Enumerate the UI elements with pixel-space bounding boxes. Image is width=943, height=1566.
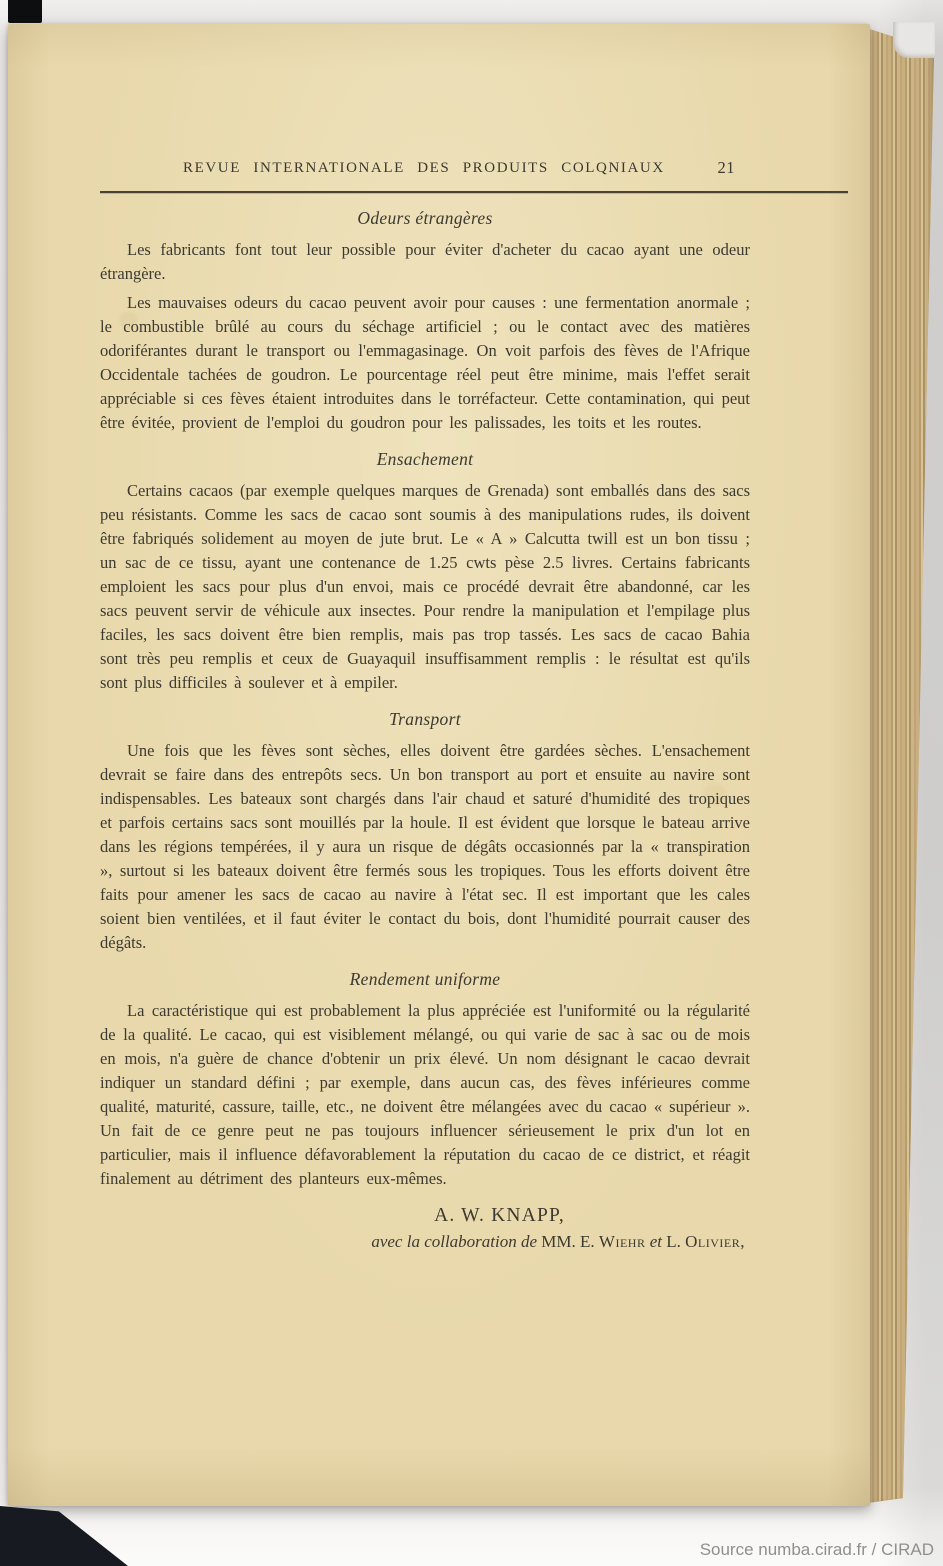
collaborator-name-olivier: Olivier,: [685, 1232, 745, 1251]
book-page: [8, 24, 870, 1506]
paragraph: Certains cacaos (par exemple quelques marques de Grenada) sont emballés dans des sacs peu résistants. Comme les sacs de cacao sont soumis à des manipulations rudes, ils doivent être fabriqués solidement au moyen de jute brut. Le « A » Calcutta twill est un bon tissu ; un sac de ce tissu, ayant une contenance de 1.25 cwts pèse 2.5 livres. Certains fabricants emploient les sacs pour plus d'un envoi, mais ce procédé devrait être abandonné, car les sacs peuvent servir de véhicule aux insectes. Pour rendre la manipulation et l'empilage plus faciles, les sacs doivent être bien remplis, mais pas trop tassés. Les sacs de cacao Bahia sont très peu remplis et ceux de Guayaquil insuffisamment remplis : le résultat est qu'ils sont plus difficiles à soulever et à empiler.: [100, 481, 750, 692]
paragraph: Les mauvaises odeurs du cacao peuvent avoir pour causes : une fermentation anormale ; le combustible brûlé au cours du séchage artificiel ; ou le contact avec des matières odoriférantes durant le transport ou l'emmagasinage. On voit parfois des fèves de l'Afrique Occidentale tachées de goudron. Le pourcentage réel peut être minime, mais l'effet serait appréciable si ces fèves étaient introduites dans le torréfacteur. Cette contamination, qui peut être évitée, provient de l'emploi du goudron pour les palissades, les toits et les routes.: [100, 293, 750, 432]
collaboration-credit: [100, 1229, 750, 1254]
journal-title: REVUE INTERNATIONALE DES PRODUITS COLQNIAUX: [183, 160, 665, 176]
running-head: [100, 160, 750, 184]
collaborator-name-wiehr: Wiehr: [598, 1232, 646, 1251]
section-heading-rendement-uniforme: Rendement uniforme: [349, 969, 501, 989]
paragraph: La caractéristique qui est probablement la plus appréciée est l'uniformité ou la régularité de la qualité. Le cacao, qui est visiblement mélangé, ou qui varie de sac à sac ou de mois en mois, n'a guère de chance d'obtenir un prix élevé. Un nom désignant le cacao devrait indiquer un standard défini ; par exemple, dans aucun cas, des fèves inférieures comme qualité, maturité, cassure, taille, etc., ne doivent être mélangées avec du cacao « supérieur ». Un fait de ce genre peut ne pas toujours influencer sérieusement le prix d'un lot en particulier, mais il influence défavorablement la réputation du cacao de ce district, et réagit finalement au détriment des planteurs eux-mêmes.: [100, 1001, 750, 1188]
signature-block: [100, 1203, 750, 1254]
collab-et: et: [645, 1232, 667, 1251]
page-corner-chip: [893, 22, 935, 58]
paragraph: Les fabricants font tout leur possible pour éviter d'acheter du cacao ayant une odeur étrangère.: [100, 240, 750, 283]
collab-initial-l: L.: [666, 1232, 686, 1251]
section-heading-odeurs-etrangeres: Odeurs étrangères: [357, 208, 493, 228]
book-fore-edge-pages: [860, 26, 934, 1504]
section-heading-transport: Transport: [389, 709, 461, 729]
source-watermark: Source numba.cirad.fr / CIRAD: [699, 1540, 934, 1559]
watermark-bar: [0, 1536, 943, 1564]
header-rule: [100, 191, 848, 194]
section-heading-ensachement: Ensachement: [376, 449, 474, 469]
author-signature: A. W. KNAPP,: [434, 1205, 565, 1226]
page-number: 21: [717, 158, 735, 177]
page-content: [100, 160, 750, 1254]
paragraph: Une fois que les fèves sont sèches, elles doivent être gardées sèches. L'ensachement devrait se faire dans des entrepôts secs. Un bon transport au port et ensuite au navire sont indispensables. Les bateaux sont chargés dans l'air chaud et saturé d'humidité des tropiques et parfois certains sacs sont mouillés par la houle. Il est évident que lorsque le bateau arrive dans les régions tempérées, il y aura un risque de dégâts occasionnés par la « transpiration », surtout si les bateaux doivent être fermés sous les tropiques. Tous les efforts doivent être faits pour amener les sacs de cacao au navire à l'état sec. Il est important que les cales soient bien ventilées, et il faut éviter le contact du bois, dont l'humidité pourrait causer des dégâts.: [100, 741, 750, 952]
collab-initials: MM. E.: [541, 1232, 599, 1251]
binding-gap-top: [8, 0, 42, 23]
collab-text-italic: avec la collaboration de: [371, 1232, 542, 1251]
